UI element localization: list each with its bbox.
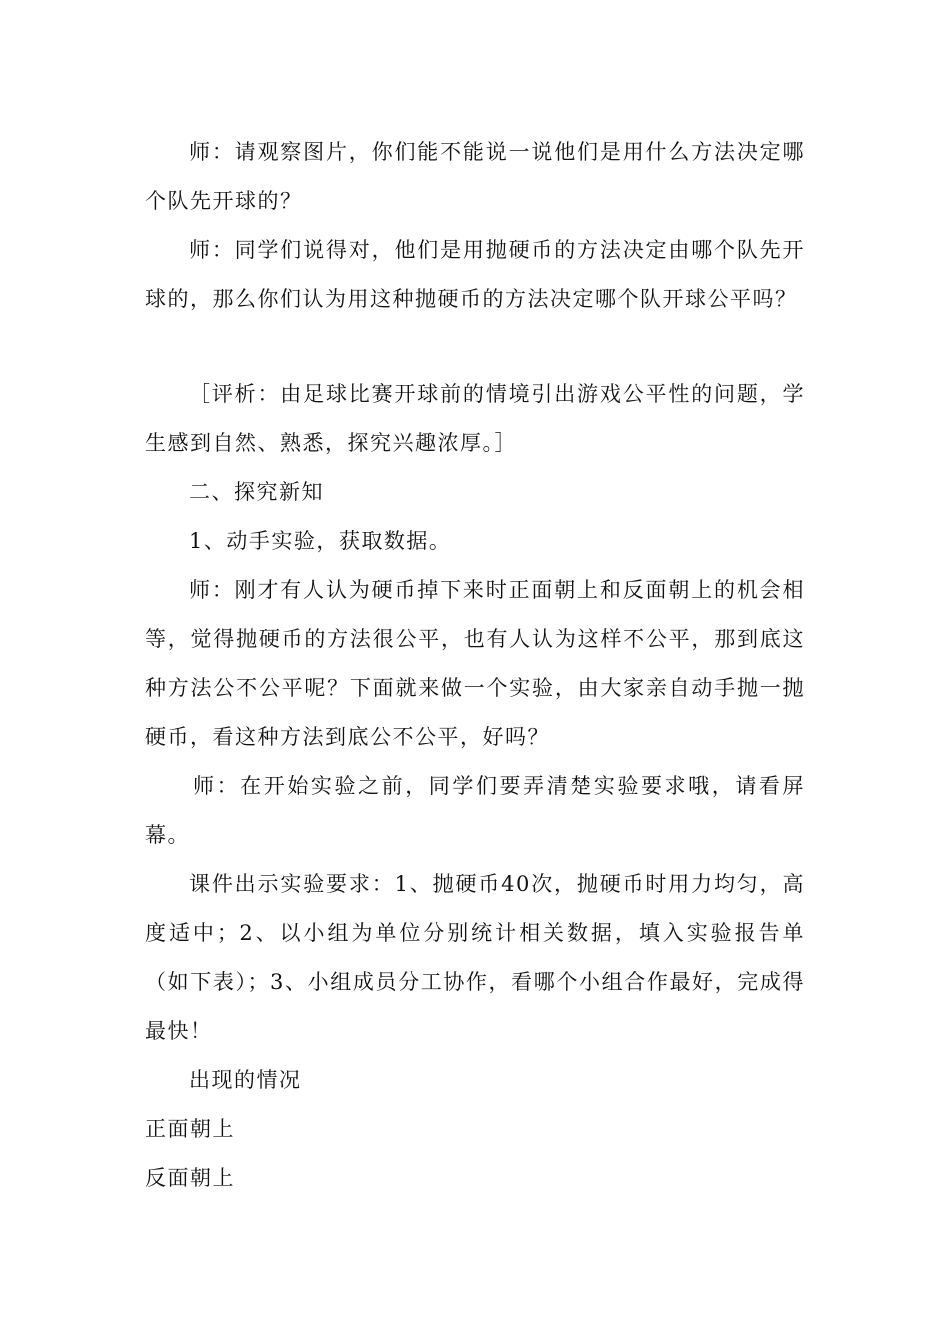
paragraph-teacher-experiment-intro: 师：刚才有人认为硬币掉下来时正面朝上和反面朝上的机会相等，觉得抛硬币的方法很公平，也有人认为这样不公平，那到底这种方法公不公平呢？下面就来做一个实验，由大家亲自动手抛一抛硬币，看这种方法到底公不公平，好吗？ bbox=[145, 578, 805, 749]
paragraph-teacher-followup: 师：同学们说得对，他们是用抛硬币的方法决定由哪个队先开球的，那么你们认为用这种抛硬币的方法决定哪个队开球公平吗？ bbox=[145, 238, 805, 311]
paragraph-teacher-question: 师：请观察图片，你们能不能说一说他们是用什么方法决定哪个队先开球的？ bbox=[145, 140, 805, 213]
document-body bbox=[145, 128, 805, 1203]
table-row-tails-up: 反面朝上 bbox=[145, 1166, 235, 1190]
table-header-situation: 出现的情况 bbox=[189, 1068, 302, 1092]
subsection-heading-experiment: 1、动手实验，获取数据。 bbox=[189, 529, 452, 553]
section-heading-explore: 二、探究新知 bbox=[189, 480, 324, 504]
paragraph-teacher-requirements-intro: 师：在开始实验之前，同学们要弄清楚实验要求哦，请看屏幕。 bbox=[145, 774, 805, 847]
paragraph-experiment-requirements: 课件出示实验要求：1、抛硬币40次，抛硬币时用力均匀，高度适中；2、以小组为单位分别统计相关数据，填入实验报告单（如下表）；3、小组成员分工协作，看哪个小组合作最好，完成得最快！ bbox=[145, 872, 805, 1043]
table-row-heads-up: 正面朝上 bbox=[145, 1117, 235, 1141]
paragraph-commentary: ［评析：由足球比赛开球前的情境引出游戏公平性的问题，学生感到自然、熟悉，探究兴趣浓厚。］ bbox=[145, 382, 805, 455]
